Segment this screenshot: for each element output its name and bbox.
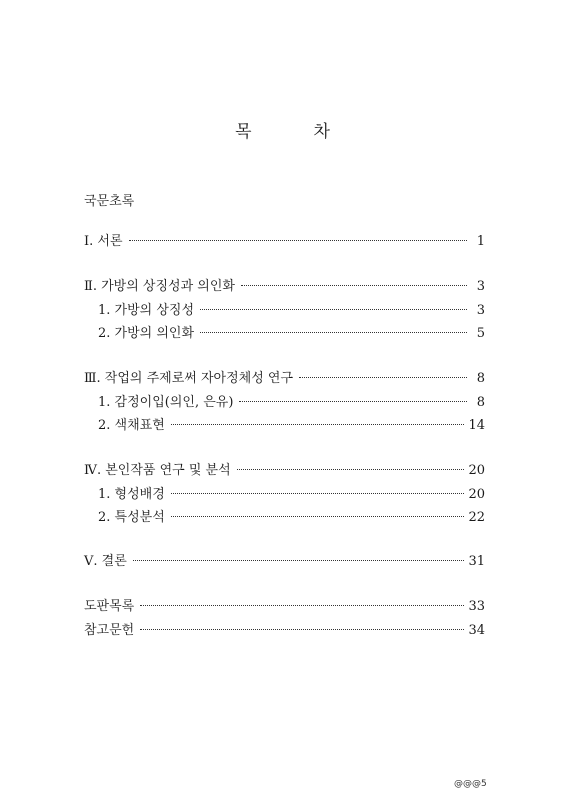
page-title: [0, 117, 565, 142]
title-left-char: 목: [235, 122, 252, 142]
toc-label: 2. 색채표현: [98, 418, 165, 433]
toc-entry-2-2: [84, 325, 485, 343]
toc-page-number: 20: [468, 487, 485, 502]
abstract-heading: 국문초록: [84, 194, 135, 209]
page-footer-mark: @@@5: [454, 779, 487, 789]
toc-entry-references: [84, 622, 485, 640]
toc-entry-4: [84, 462, 485, 480]
toc-entry-3: [84, 370, 485, 388]
toc-page-number: 22: [468, 510, 485, 525]
toc-page-number: 31: [468, 554, 485, 569]
toc-label: 2. 특성분석: [98, 510, 165, 525]
toc-page-number: 14: [468, 418, 485, 433]
toc-entry-figures: [84, 598, 485, 616]
toc-entry-3-1: [84, 394, 485, 412]
toc-entry-3-2: [84, 417, 485, 435]
toc-page-number: 5: [476, 326, 485, 341]
toc-leader: [140, 605, 464, 606]
toc-label: Ⅰ. 서론: [84, 234, 123, 249]
toc-entry-2: [84, 278, 485, 296]
toc-leader: [241, 285, 467, 286]
toc-leader: [171, 493, 465, 494]
toc-leader: [133, 560, 465, 561]
toc-page-number: 3: [476, 279, 485, 294]
toc-page-number: 34: [468, 623, 485, 638]
toc-page-number: 8: [476, 371, 485, 386]
toc-entry-2-1: [84, 302, 485, 320]
title-right-char: 차: [313, 122, 330, 142]
toc-leader: [129, 240, 467, 241]
toc-label: 도판목록: [84, 599, 135, 614]
toc-leader: [239, 401, 467, 402]
toc-leader: [299, 377, 467, 378]
toc-leader: [237, 469, 465, 470]
toc-entry-5: [84, 553, 485, 571]
toc-leader: [171, 424, 465, 425]
toc-label: 1. 감정이입(의인, 은유): [98, 395, 234, 410]
toc-leader: [171, 516, 465, 517]
toc-label: 1. 형성배경: [98, 487, 165, 502]
toc-page-number: 33: [468, 599, 485, 614]
toc-label: 1. 가방의 상징성: [98, 303, 195, 318]
toc-entry-1: [84, 233, 485, 251]
toc-label: Ⅲ. 작업의 주제로써 자아정체성 연구: [84, 371, 294, 386]
toc-leader: [140, 629, 464, 630]
toc-label: 2. 가방의 의인화: [98, 326, 195, 341]
toc-label: Ⅳ. 본인작품 연구 및 분석: [84, 463, 231, 478]
toc-leader: [200, 309, 467, 310]
toc-label: Ⅴ. 결론: [84, 554, 127, 569]
toc-label: 참고문헌: [84, 623, 135, 638]
toc-leader: [200, 332, 467, 333]
toc-label: Ⅱ. 가방의 상징성과 의인화: [84, 279, 235, 294]
toc-page-number: 8: [476, 395, 485, 410]
toc-entry-4-1: [84, 486, 485, 504]
toc-entry-4-2: [84, 509, 485, 527]
toc-page-number: 1: [476, 234, 485, 249]
toc-page-number: 3: [476, 303, 485, 318]
toc-page-number: 20: [468, 463, 485, 478]
